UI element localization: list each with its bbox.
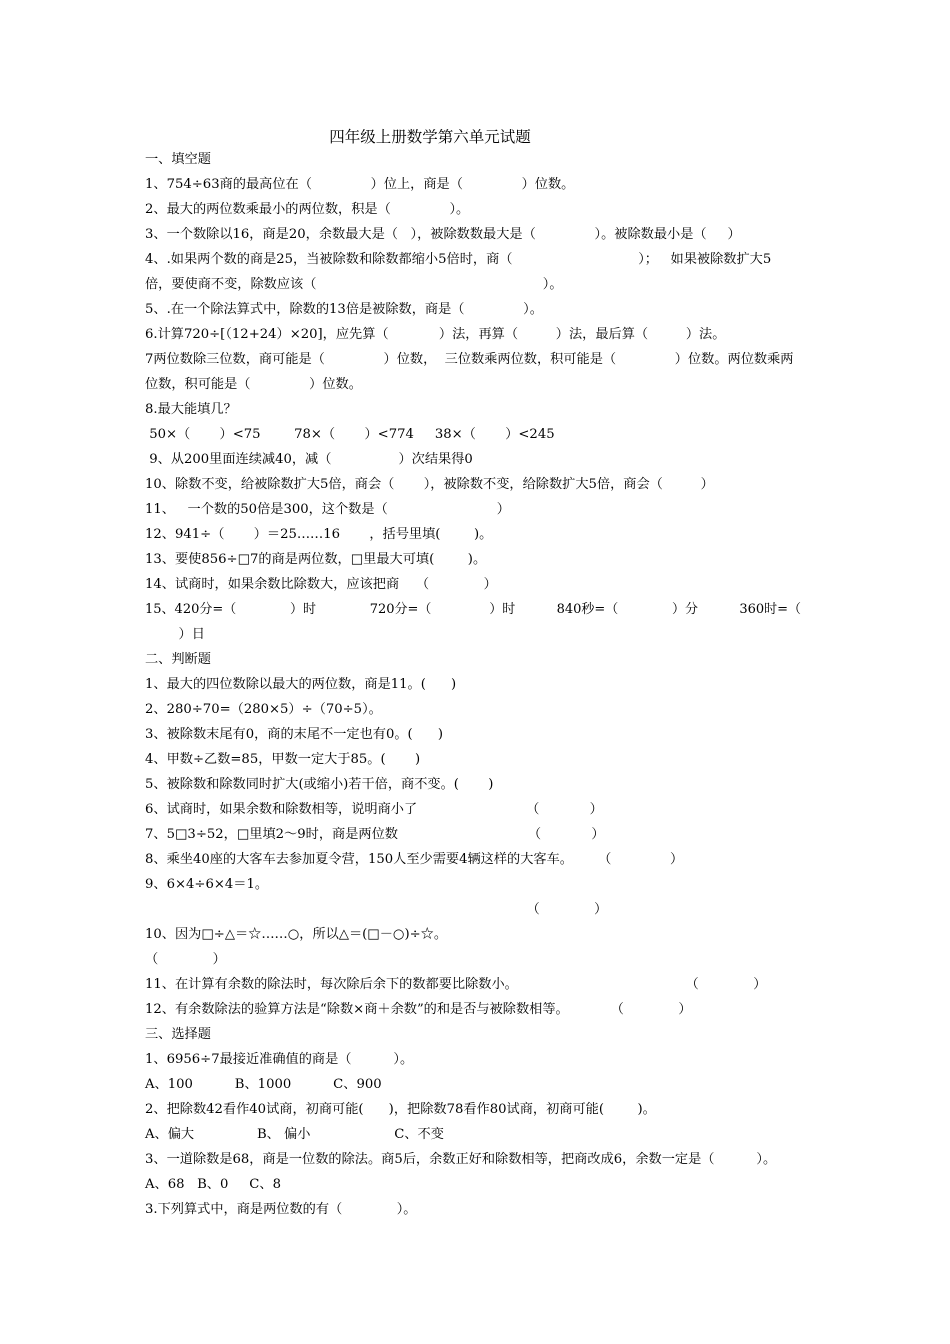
answer-bracket-line: （ ）	[145, 902, 608, 917]
choice-options-line: A、偏大 B、 偏小 C、不变	[145, 1127, 444, 1142]
question-line: 7、5□3÷52，□里填2～9时，商是两位数 （ ）	[145, 827, 605, 842]
question-line: 2、把除数42看作40试商，初商可能( )，把除数78看作80试商，初商可能( )。	[145, 1102, 656, 1117]
section-heading-multiple-choice: 三、选择题	[145, 1027, 211, 1042]
question-line: 倍，要使商不变，除数应该（ ）。	[145, 277, 563, 292]
question-line: 11、 一个数的50倍是300，这个数是（ ）	[145, 502, 510, 517]
question-line: 3、一道除数是68，商是一位数的除法。商5后，余数正好和除数相等，把商改成6，余数一定是（ ）。	[145, 1152, 777, 1167]
question-line: 2、280÷70=（280×5）÷（70÷5）。	[145, 702, 382, 717]
question-line: 5、被除数和除数同时扩大(或缩小)若干倍，商不变。( )	[145, 777, 494, 792]
section-heading-true-false: 二、判断题	[145, 652, 211, 667]
question-line: 4、.如果两个数的商是25，当被除数和除数都缩小5倍时，商（ ）； 如果被除数扩大5	[145, 252, 772, 267]
question-line: 50×（ ）<75 78×（ ）<774 38×（ ）<245	[145, 427, 555, 442]
question-line: 15、420分=（ ）时 720分=（ ）时 840秒=（ ）分 360时=（	[145, 602, 802, 617]
question-line: 3、一个数除以16，商是20，余数最大是（ ），被除数数最大是（ ）。被除数最小是（ ）	[145, 227, 741, 242]
question-line: 1、6956÷7最接近准确值的商是（ ）。	[145, 1052, 414, 1067]
question-line: 位数，积可能是（ ）位数。	[145, 377, 362, 392]
choice-options-line: A、68 B、0 C、8	[145, 1177, 281, 1192]
section-heading-fill-blank: 一、填空题	[145, 152, 211, 167]
question-line: 8、乘坐40座的大客车去参加夏令营，150人至少需要4辆这样的大客车。 （ ）	[145, 852, 684, 867]
question-line: 9、6×4÷6×4＝1。	[145, 877, 269, 892]
question-line: 3、被除数末尾有0，商的末尾不一定也有0。( )	[145, 727, 443, 742]
question-line: 8.最大能填几？	[145, 402, 237, 417]
question-line: 12、有余数除法的验算方法是“除数×商＋余数”的和是否与被除数相等。 （ ）	[145, 1002, 692, 1017]
question-line: 2、最大的两位数乘最小的两位数，积是（ ）。	[145, 202, 470, 217]
page-title: 四年级上册数学第六单元试题	[329, 128, 531, 146]
question-line: 9、从200里面连续减40，减（ ）次结果得0	[145, 452, 473, 467]
question-line: 12、941÷（ ）＝25……16 ，括号里填( )。	[145, 527, 493, 542]
question-line: ）日	[145, 627, 205, 642]
question-line: 4、甲数÷乙数=85，甲数一定大于85。( )	[145, 752, 421, 767]
question-line: 7两位数除三位数，商可能是（ ）位数， 三位数乘两位数，积可能是（ ）位数。两位数乘两	[145, 352, 794, 367]
choice-options-line: A、100 B、1000 C、900	[145, 1077, 382, 1092]
question-line: 6.计算720÷[（12+24）×20]，应先算（ ）法，再算（ ）法，最后算（ ）法。	[145, 327, 726, 342]
question-line: 13、要使856÷□7的商是两位数，□里最大可填( )。	[145, 552, 487, 567]
question-line: 6、试商时，如果余数和除数相等，说明商小了 （ ）	[145, 802, 603, 817]
question-line: 1、754÷63商的最高位在（ ）位上，商是（ ）位数。	[145, 177, 575, 192]
question-line: 11、在计算有余数的除法时，每次除后余下的数都要比除数小。 （ ）	[145, 977, 767, 992]
question-line: 10、因为□÷△＝☆……○，所以△＝(□－○)÷☆。	[145, 927, 448, 942]
question-line: 3.下列算式中，商是两位数的有（ ）。	[145, 1202, 417, 1217]
question-line: 14、试商时，如果余数比除数大，应该把商 （ ）	[145, 577, 497, 592]
question-line: 1、最大的四位数除以最大的两位数，商是11。( )	[145, 677, 457, 692]
question-line: 5、.在一个除法算式中，除数的13倍是被除数，商是（ ）。	[145, 302, 543, 317]
answer-bracket-line: （ ）	[145, 952, 226, 967]
question-line: 10、除数不变，给被除数扩大5倍，商会（ ），被除数不变，给除数扩大5倍，商会（ ）	[145, 477, 714, 492]
